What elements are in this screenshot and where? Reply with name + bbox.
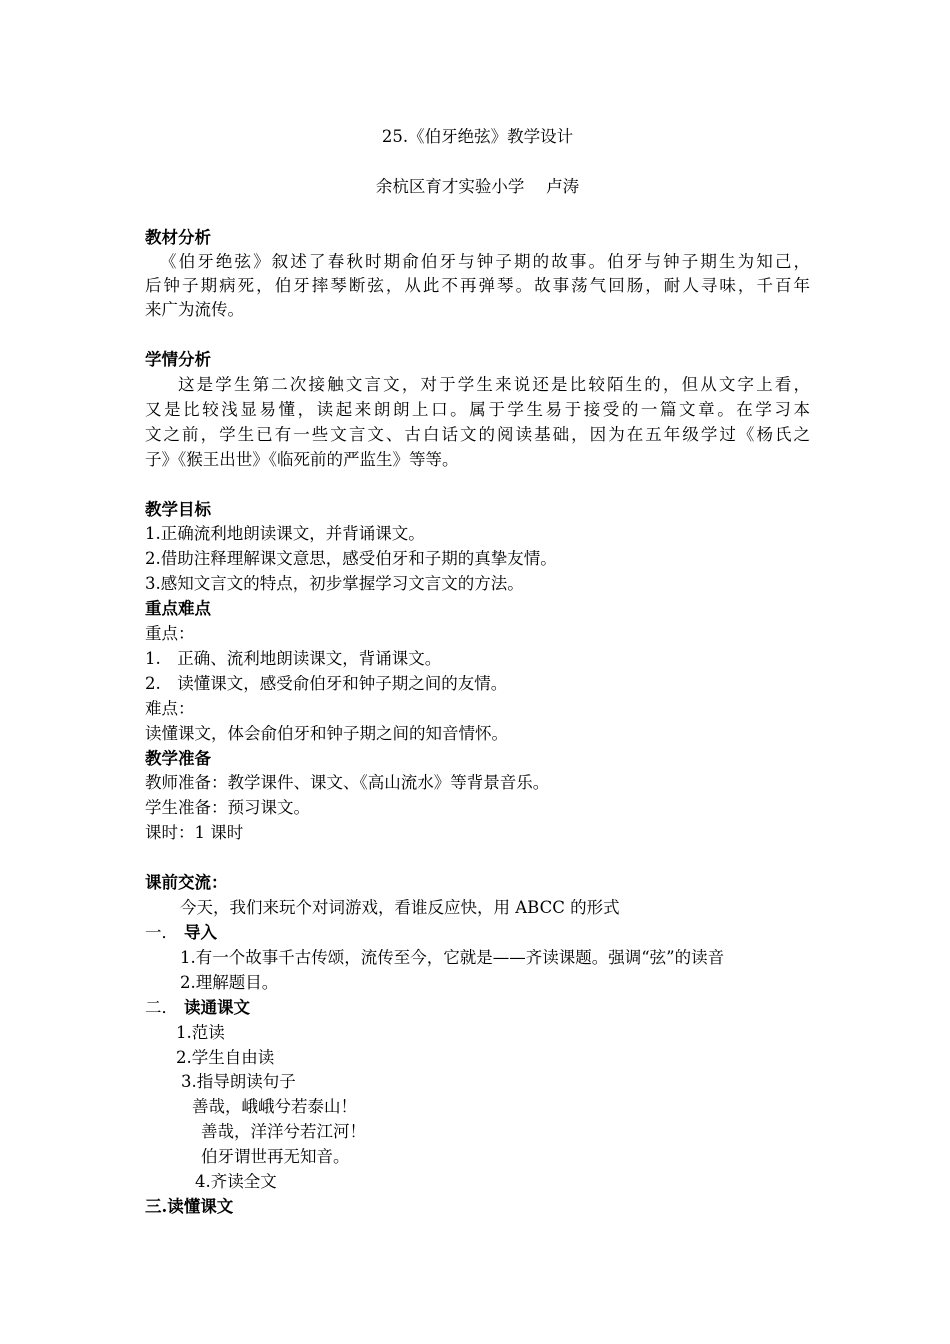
practice-sentence-3: 伯牙谓世再无知音。 xyxy=(201,1147,350,1166)
goal-item-2: 2.借助注释理解课文意思，感受伯牙和子期的真挚友情。 xyxy=(145,549,557,568)
material-line-3: 来广为流传。 xyxy=(145,300,244,319)
teacher-prep: 教师准备：教学课件、课文、《高山流水》等背景音乐。 xyxy=(145,773,550,792)
part2-heading xyxy=(145,996,810,1020)
focus-label: 重点： xyxy=(145,624,195,643)
part3-heading: 三.读懂课文 xyxy=(145,1197,234,1216)
part2-item-4: 4.齐读全文 xyxy=(195,1172,277,1191)
part2-item-1: 1.范读 xyxy=(176,1023,225,1042)
part2-title: 读通课文 xyxy=(184,998,250,1017)
document-title: 25.《伯牙绝弦》教学设计 xyxy=(381,127,574,146)
students-line-4: 子》《猴王出世》《临死前的严监生》等等。 xyxy=(145,450,459,469)
author-line: 余杭区育才实验小学 卢涛 xyxy=(375,177,580,196)
part2-item-2: 2.学生自由读 xyxy=(176,1048,275,1067)
section-heading-keypoints: 重点难点 xyxy=(145,599,211,618)
section-heading-goals: 教学目标 xyxy=(145,500,211,519)
difficulty-text: 读懂课文，体会俞伯牙和钟子期之间的知音情怀。 xyxy=(145,724,508,743)
students-line-2: 又是比较浅显易懂，读起来朗朗上口。属于学生易于接受的一篇文章。在学习本 xyxy=(145,400,810,419)
part2-number: 二． xyxy=(145,998,178,1017)
difficulty-label: 难点： xyxy=(145,699,195,718)
section-heading-students: 学情分析 xyxy=(145,350,211,369)
material-line-2: 后钟子期病死，伯牙摔琴断弦，从此不再弹琴。故事荡气回肠，耐人寻味，千百年 xyxy=(145,276,810,295)
focus-item-1: 1. 正确、流利地朗读课文，背诵课文。 xyxy=(145,649,442,668)
class-hours: 课时：1 课时 xyxy=(145,823,244,842)
part1-number: 一． xyxy=(145,923,178,942)
students-line-1: 这是学生第二次接触文言文，对于学生来说还是比较陌生的，但从文字上看， xyxy=(178,375,810,394)
section-heading-warmup: 课前交流： xyxy=(145,873,228,892)
part1-heading xyxy=(145,921,810,945)
focus-item-2: 2. 读懂课文，感受俞伯牙和钟子期之间的友情。 xyxy=(145,674,508,693)
warmup-text: 今天，我们来玩个对词游戏，看谁反应快，用 ABCC 的形式 xyxy=(180,898,620,917)
practice-sentence-1: 善哉，峨峨兮若泰山！ xyxy=(192,1097,357,1116)
part1-item-2: 2.理解题目。 xyxy=(180,973,279,992)
part1-title: 导入 xyxy=(184,923,217,942)
section-heading-prep: 教学准备 xyxy=(145,749,211,768)
goal-item-3: 3.感知文言文的特点，初步掌握学习文言文的方法。 xyxy=(145,574,524,593)
student-prep: 学生准备：预习课文。 xyxy=(145,798,310,817)
practice-sentence-2: 善哉，洋洋兮若江河！ xyxy=(201,1122,366,1141)
part1-item-1: 1.有一个故事千古传颂，流传至今，它就是——齐读课题。强调“弦”的读音 xyxy=(180,948,725,967)
section-heading-material: 教材分析 xyxy=(145,228,211,247)
part2-item-3: 3.指导朗读句子 xyxy=(181,1072,296,1091)
students-line-3: 文之前，学生已有一些文言文、古白话文的阅读基础，因为在五年级学过《杨氏之 xyxy=(145,425,810,444)
goal-item-1: 1.正确流利地朗读课文，并背诵课文。 xyxy=(145,524,425,543)
material-line-1: 《伯牙绝弦》叙述了春秋时期俞伯牙与钟子期的故事。伯牙与钟子期生为知己， xyxy=(160,252,810,271)
